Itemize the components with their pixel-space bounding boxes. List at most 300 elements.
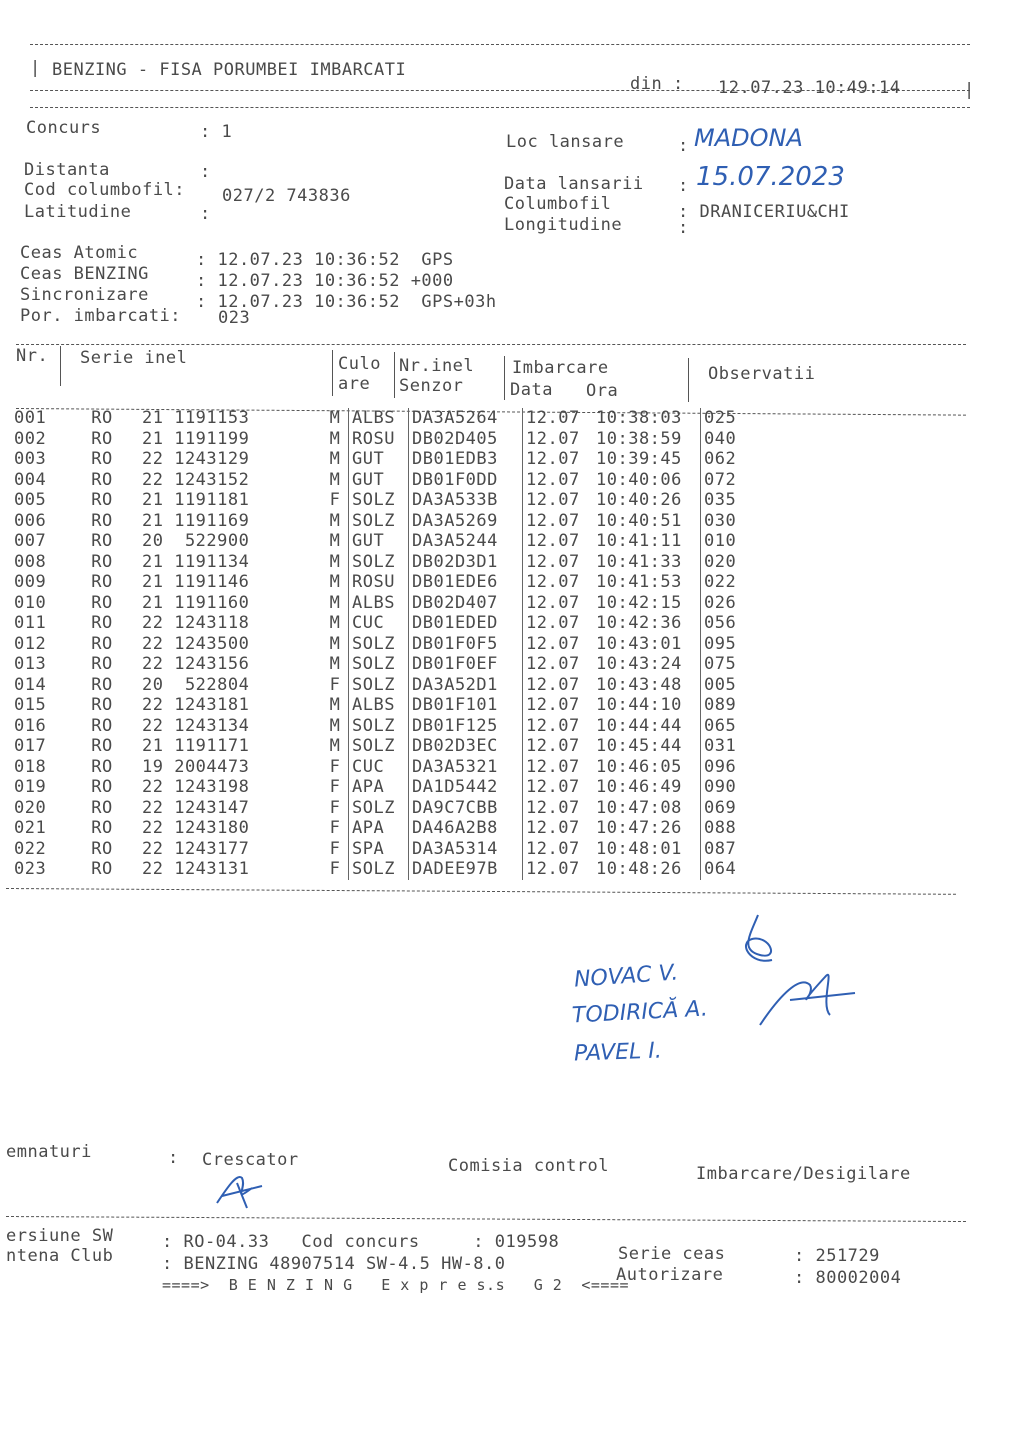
row-color: SOLZ <box>349 634 409 655</box>
row-nr: 011 <box>14 613 47 634</box>
autorizare-label: Autorizare <box>616 1265 724 1285</box>
row-observation: 025 <box>701 408 765 429</box>
row-country: RO <box>91 613 113 634</box>
row-date: 12.07 <box>523 593 597 614</box>
row-sensor-ring: DB01F0F5 <box>409 634 523 655</box>
row-date: 12.07 <box>523 695 597 716</box>
row-sensor-ring: DB01F0DD <box>409 470 523 491</box>
row-ring-series: 22 1243152 <box>142 469 250 490</box>
row-date: 12.07 <box>523 675 597 696</box>
row-country: RO <box>91 551 113 572</box>
row-color: CUC <box>349 757 409 778</box>
imbarcare-desigilare-label: Imbarcare/Desigilare <box>696 1164 911 1184</box>
row-date: 12.07 <box>523 490 597 511</box>
autorizare-value: : 80002004 <box>794 1268 902 1288</box>
row-observation: 065 <box>701 716 765 737</box>
row-observation: 072 <box>701 470 765 491</box>
loc-lansare-colon: : <box>678 136 689 156</box>
row-country: RO <box>91 818 113 839</box>
row-country: RO <box>91 654 113 675</box>
row-time: 10:44:44 <box>596 715 682 736</box>
longitudine-value: : <box>678 218 689 238</box>
col-sep-nr <box>60 346 61 386</box>
crescator-label: Crescator <box>202 1150 299 1170</box>
row-color: GUT <box>349 449 409 470</box>
col-header-data: Data <box>510 380 553 400</box>
row-country: RO <box>91 428 113 449</box>
row-sensor-ring: DA3A5244 <box>409 531 523 552</box>
row-sensor-ring: DADEE97B <box>409 859 523 880</box>
row-date: 12.07 <box>523 736 597 757</box>
row-sensor-ring: DA3A5321 <box>409 757 523 778</box>
table-row <box>14 593 764 614</box>
row-time: 10:41:11 <box>596 531 682 552</box>
row-color: ROSU <box>349 572 409 593</box>
commission-signature <box>730 905 860 1035</box>
row-country: RO <box>91 756 113 777</box>
table-row <box>14 429 764 450</box>
table-row <box>14 490 764 511</box>
col-header-ora: Ora <box>586 381 619 401</box>
row-time: 10:45:44 <box>596 736 682 757</box>
row-color: SOLZ <box>349 511 409 532</box>
row-country: RO <box>91 797 113 818</box>
row-time: 10:43:48 <box>596 674 682 695</box>
columbofil-label: Columbofil <box>504 194 612 214</box>
row-observation: 026 <box>701 593 765 614</box>
table-row <box>14 511 764 532</box>
cod-columbofil-label: Cod columbofil: <box>24 180 186 200</box>
footer-line-1: : RO-04.33 Cod concurs : 019598 <box>162 1232 560 1252</box>
loc-lansare-handwritten: MADONA <box>694 124 803 152</box>
row-observation: 089 <box>701 695 765 716</box>
row-country: RO <box>91 838 113 859</box>
row-nr: 002 <box>14 428 47 449</box>
row-ring-series: 21 1191146 <box>142 572 250 593</box>
table-row <box>14 634 764 655</box>
row-color: SOLZ <box>349 859 409 880</box>
row-time: 10:43:01 <box>596 633 682 654</box>
col-sep-senzor <box>504 356 505 400</box>
row-color: SOLZ <box>349 654 409 675</box>
cod-columbofil-value: 027/2 743836 <box>222 186 351 206</box>
porumbei-imbarcati-value: 023 <box>218 308 251 328</box>
row-sex: M <box>329 572 341 593</box>
row-sensor-ring: DB02D405 <box>409 429 523 450</box>
row-time: 10:38:59 <box>596 428 682 449</box>
row-date: 12.07 <box>523 634 597 655</box>
row-date: 12.07 <box>523 818 597 839</box>
table-row <box>14 613 764 634</box>
row-nr: 007 <box>14 531 47 552</box>
semnaturi-colon: : <box>168 1148 179 1168</box>
row-observation: 087 <box>701 839 765 860</box>
row-sensor-ring: DB02D3D1 <box>409 552 523 573</box>
row-sensor-ring: DA46A2B8 <box>409 818 523 839</box>
row-country: RO <box>91 736 113 757</box>
row-color: SOLZ <box>349 716 409 737</box>
row-country: RO <box>91 469 113 490</box>
row-nr: 017 <box>14 736 47 757</box>
table-row <box>14 531 764 552</box>
header-right-bar: | <box>964 80 975 100</box>
row-color: ROSU <box>349 429 409 450</box>
row-date: 12.07 <box>523 470 597 491</box>
row-country: RO <box>91 449 113 470</box>
table-row <box>14 449 764 470</box>
row-observation: 020 <box>701 552 765 573</box>
row-sex: M <box>329 695 341 716</box>
row-country: RO <box>91 490 113 511</box>
col-header-culo: Culo <box>338 354 381 374</box>
footer-divider <box>6 1216 966 1222</box>
concurs-value: : 1 <box>200 122 233 142</box>
row-nr: 023 <box>14 859 47 880</box>
row-time: 10:40:06 <box>596 469 682 490</box>
row-observation: 035 <box>701 490 765 511</box>
table-row <box>14 777 764 798</box>
col-sep-imbarcare <box>688 358 689 402</box>
row-nr: 018 <box>14 756 47 777</box>
row-sensor-ring: DA3A52D1 <box>409 675 523 696</box>
table-row <box>14 675 764 696</box>
row-color: APA <box>349 818 409 839</box>
row-sex: M <box>329 633 341 654</box>
row-date: 12.07 <box>523 757 597 778</box>
distanta-value: : <box>200 162 211 182</box>
row-time: 10:47:26 <box>596 818 682 839</box>
row-ring-series: 21 1191199 <box>142 428 250 449</box>
table-row <box>14 798 764 819</box>
row-nr: 012 <box>14 633 47 654</box>
versiune-sw-label: ersiune SW <box>6 1226 114 1246</box>
pigeon-table-body <box>14 408 764 880</box>
row-country: RO <box>91 715 113 736</box>
row-sensor-ring: DB01EDB3 <box>409 449 523 470</box>
comisia-control-label: Comisia control <box>448 1156 610 1176</box>
data-lansarii-handwritten: 15.07.2023 <box>696 162 845 192</box>
row-sex: M <box>329 469 341 490</box>
row-nr: 009 <box>14 572 47 593</box>
row-sex: F <box>329 838 341 859</box>
row-observation: 056 <box>701 613 765 634</box>
semnaturi-label: emnaturi <box>6 1142 92 1162</box>
print-date-label: din : <box>630 74 684 94</box>
columbofil-value: : DRANICERIU&CHI <box>678 202 850 222</box>
row-time: 10:46:05 <box>596 756 682 777</box>
table-row <box>14 818 764 839</box>
row-observation: 096 <box>701 757 765 778</box>
row-country: RO <box>91 633 113 654</box>
col-header-observatii: Observatii <box>708 364 816 384</box>
row-sensor-ring: DB02D3EC <box>409 736 523 757</box>
row-sex: M <box>329 613 341 634</box>
row-nr: 013 <box>14 654 47 675</box>
row-date: 12.07 <box>523 654 597 675</box>
row-color: APA <box>349 777 409 798</box>
row-observation: 088 <box>701 818 765 839</box>
longitudine-label: Longitudine <box>504 215 623 235</box>
data-lansarii-colon: : <box>678 176 689 196</box>
row-nr: 022 <box>14 838 47 859</box>
row-sensor-ring: DA3A5269 <box>409 511 523 532</box>
row-sex: M <box>329 449 341 470</box>
row-sex: F <box>329 674 341 695</box>
row-date: 12.07 <box>523 859 597 880</box>
row-ring-series: 21 1191134 <box>142 551 250 572</box>
row-nr: 020 <box>14 797 47 818</box>
row-color: ALBS <box>349 695 409 716</box>
row-nr: 008 <box>14 551 47 572</box>
ceas-benzing-label: Ceas BENZING <box>20 264 149 284</box>
row-country: RO <box>91 674 113 695</box>
row-nr: 003 <box>14 449 47 470</box>
table-row <box>14 408 764 429</box>
row-ring-series: 22 1243156 <box>142 654 250 675</box>
row-ring-series: 22 1243180 <box>142 818 250 839</box>
row-sex: M <box>329 428 341 449</box>
table-row <box>14 572 764 593</box>
row-ring-series: 21 1191160 <box>142 592 250 613</box>
row-sex: M <box>329 654 341 675</box>
row-time: 10:38:03 <box>596 408 682 429</box>
row-ring-series: 21 1191169 <box>142 510 250 531</box>
row-observation: 040 <box>701 429 765 450</box>
row-color: SOLZ <box>349 552 409 573</box>
row-date: 12.07 <box>523 613 597 634</box>
footer-line-2: : BENZING 48907514 SW-4.5 HW-8.0 <box>162 1254 506 1274</box>
latitudine-label: Latitudine <box>24 202 132 222</box>
row-color: SPA <box>349 839 409 860</box>
row-sex: F <box>329 756 341 777</box>
row-time: 10:48:01 <box>596 838 682 859</box>
row-time: 10:43:24 <box>596 654 682 675</box>
row-nr: 019 <box>14 777 47 798</box>
row-date: 12.07 <box>523 531 597 552</box>
ceas-benzing-value: : 12.07.23 10:36:52 +000 <box>196 271 454 291</box>
row-time: 10:40:26 <box>596 490 682 511</box>
header-divider-2 <box>30 107 970 108</box>
handwritten-name-3: PAVEL I. <box>573 1038 663 1067</box>
row-ring-series: 20 522900 <box>142 531 250 552</box>
row-sex: M <box>329 551 341 572</box>
col-header-imbarcare: Imbarcare <box>512 358 609 378</box>
row-date: 12.07 <box>523 552 597 573</box>
row-time: 10:46:49 <box>596 777 682 798</box>
row-sex: M <box>329 736 341 757</box>
row-observation: 062 <box>701 449 765 470</box>
col-header-nr: Nr. <box>16 346 49 366</box>
row-sex: F <box>329 797 341 818</box>
sincronizare-label: Sincronizare <box>20 285 149 305</box>
row-sex: M <box>329 510 341 531</box>
row-sex: F <box>329 818 341 839</box>
row-country: RO <box>91 408 113 429</box>
row-time: 10:40:51 <box>596 510 682 531</box>
handwritten-name-2: TODIRICĂ A. <box>571 996 709 1029</box>
row-country: RO <box>91 695 113 716</box>
row-observation: 030 <box>701 511 765 532</box>
handwritten-name-1: NOVAC V. <box>573 960 680 993</box>
sincronizare-value: : 12.07.23 10:36:52 GPS+03h <box>196 292 497 312</box>
row-sex: M <box>329 531 341 552</box>
porumbei-imbarcati-label: Por. imbarcati: <box>20 306 182 326</box>
row-observation: 064 <box>701 859 765 880</box>
row-observation: 075 <box>701 654 765 675</box>
table-row <box>14 716 764 737</box>
table-row <box>14 736 764 757</box>
row-sex: F <box>329 777 341 798</box>
row-color: GUT <box>349 531 409 552</box>
row-time: 10:41:33 <box>596 551 682 572</box>
row-time: 10:42:15 <box>596 592 682 613</box>
row-nr: 001 <box>14 408 47 429</box>
row-date: 12.07 <box>523 777 597 798</box>
row-observation: 095 <box>701 634 765 655</box>
row-country: RO <box>91 510 113 531</box>
table-top-divider <box>16 344 966 345</box>
col-header-are: are <box>338 374 371 394</box>
ceas-atomic-value: : 12.07.23 10:36:52 GPS <box>196 250 454 270</box>
row-observation: 010 <box>701 531 765 552</box>
row-observation: 069 <box>701 798 765 819</box>
row-sensor-ring: DA3A5314 <box>409 839 523 860</box>
row-ring-series: 20 522804 <box>142 674 250 695</box>
distanta-label: Distanta <box>24 160 110 180</box>
row-ring-series: 21 1191171 <box>142 736 250 757</box>
row-sensor-ring: DB02D407 <box>409 593 523 614</box>
latitudine-value: : <box>200 204 211 224</box>
row-ring-series: 21 1191181 <box>142 490 250 511</box>
row-observation: 031 <box>701 736 765 757</box>
row-sensor-ring: DA3A533B <box>409 490 523 511</box>
table-row <box>14 552 764 573</box>
row-time: 10:44:10 <box>596 695 682 716</box>
row-date: 12.07 <box>523 839 597 860</box>
table-row <box>14 695 764 716</box>
pigeon-table <box>14 408 764 880</box>
row-color: ALBS <box>349 593 409 614</box>
row-sex: M <box>329 592 341 613</box>
row-sensor-ring: DB01EDE6 <box>409 572 523 593</box>
row-time: 10:47:08 <box>596 797 682 818</box>
row-nr: 010 <box>14 592 47 613</box>
row-date: 12.07 <box>523 449 597 470</box>
row-color: SOLZ <box>349 798 409 819</box>
col-header-senzor: Senzor <box>399 376 464 396</box>
row-nr: 005 <box>14 490 47 511</box>
header-left-bar: | <box>30 58 41 78</box>
row-ring-series: 22 1243147 <box>142 797 250 818</box>
row-ring-series: 22 1243500 <box>142 633 250 654</box>
footer-line-3: ====> B E N Z I N G E x p r e s.s G 2 <==== <box>162 1276 630 1294</box>
row-nr: 014 <box>14 674 47 695</box>
col-header-nrinel: Nr.inel <box>399 356 475 376</box>
row-date: 12.07 <box>523 572 597 593</box>
row-time: 10:48:26 <box>596 859 682 880</box>
row-country: RO <box>91 592 113 613</box>
row-date: 12.07 <box>523 408 597 429</box>
row-ring-series: 22 1243118 <box>142 613 250 634</box>
serie-ceas-value: : 251729 <box>794 1246 880 1266</box>
row-sex: M <box>329 408 341 429</box>
row-nr: 015 <box>14 695 47 716</box>
loc-lansare-label: Loc lansare <box>506 132 625 152</box>
row-color: SOLZ <box>349 675 409 696</box>
col-sep-serie <box>332 350 333 396</box>
row-ring-series: 22 1243181 <box>142 695 250 716</box>
row-date: 12.07 <box>523 716 597 737</box>
table-bottom-divider <box>6 888 956 895</box>
row-country: RO <box>91 777 113 798</box>
table-row <box>14 654 764 675</box>
row-time: 10:39:45 <box>596 449 682 470</box>
concurs-label: Concurs <box>26 118 102 138</box>
row-sensor-ring: DA3A5264 <box>409 408 523 429</box>
document-title: BENZING - FISA PORUMBEI IMBARCATI <box>52 60 407 80</box>
row-sex: M <box>329 715 341 736</box>
row-color: SOLZ <box>349 736 409 757</box>
col-sep-culoare <box>394 352 395 398</box>
crescator-signature <box>212 1168 272 1213</box>
row-ring-series: 22 1243134 <box>142 715 250 736</box>
row-sensor-ring: DA1D5442 <box>409 777 523 798</box>
table-row <box>14 757 764 778</box>
table-row <box>14 839 764 860</box>
antena-club-label: ntena Club <box>6 1246 114 1266</box>
row-time: 10:41:53 <box>596 572 682 593</box>
header-divider <box>30 90 970 91</box>
row-nr: 004 <box>14 469 47 490</box>
table-row <box>14 859 764 880</box>
row-date: 12.07 <box>523 429 597 450</box>
row-ring-series: 21 1191153 <box>142 408 250 429</box>
row-time: 10:42:36 <box>596 613 682 634</box>
row-country: RO <box>91 859 113 880</box>
row-sensor-ring: DB01F101 <box>409 695 523 716</box>
row-country: RO <box>91 531 113 552</box>
row-color: CUC <box>349 613 409 634</box>
row-date: 12.07 <box>523 798 597 819</box>
row-color: GUT <box>349 470 409 491</box>
row-date: 12.07 <box>523 511 597 532</box>
row-ring-series: 22 1243129 <box>142 449 250 470</box>
row-observation: 005 <box>701 675 765 696</box>
row-ring-series: 22 1243131 <box>142 859 250 880</box>
top-divider <box>30 44 970 45</box>
row-ring-series: 22 1243177 <box>142 838 250 859</box>
row-sex: F <box>329 859 341 880</box>
col-header-serie: Serie inel <box>80 348 188 368</box>
table-row <box>14 470 764 491</box>
row-color: SOLZ <box>349 490 409 511</box>
print-date-value: 12.07.23 10:49:14 <box>718 78 901 98</box>
row-nr: 016 <box>14 715 47 736</box>
row-sensor-ring: DB01F125 <box>409 716 523 737</box>
row-sensor-ring: DB01F0EF <box>409 654 523 675</box>
row-nr: 006 <box>14 510 47 531</box>
row-ring-series: 22 1243198 <box>142 777 250 798</box>
row-observation: 090 <box>701 777 765 798</box>
row-sensor-ring: DA9C7CBB <box>409 798 523 819</box>
row-nr: 021 <box>14 818 47 839</box>
ceas-atomic-label: Ceas Atomic <box>20 243 139 263</box>
row-observation: 022 <box>701 572 765 593</box>
row-color: ALBS <box>349 408 409 429</box>
row-country: RO <box>91 572 113 593</box>
row-sensor-ring: DB01EDED <box>409 613 523 634</box>
data-lansarii-label: Data lansarii <box>504 174 644 194</box>
